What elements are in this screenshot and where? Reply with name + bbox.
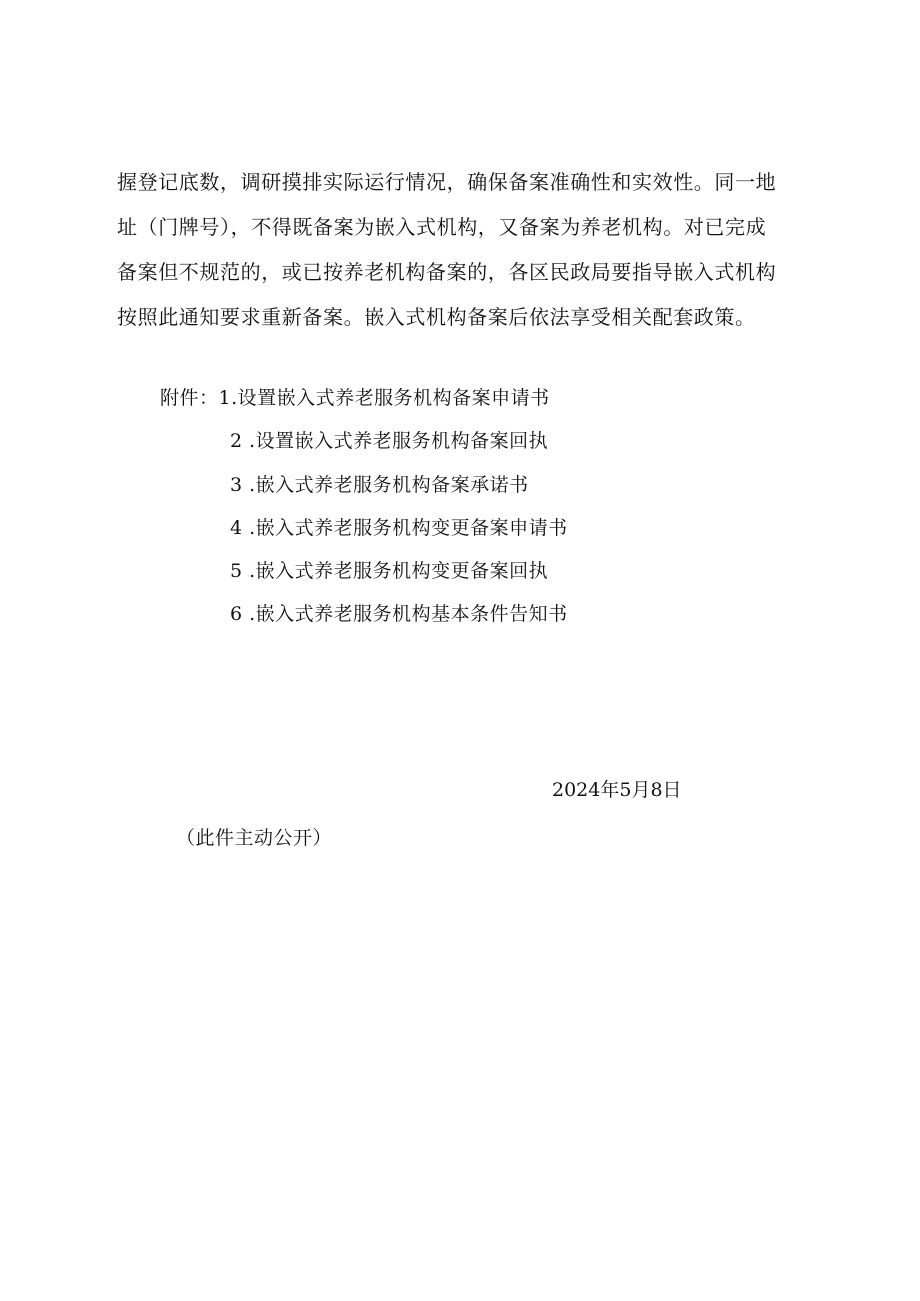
attachment-3: 3 .嵌入式养老服务机构备案承诺书: [230, 474, 529, 496]
attachment-4: 4 .嵌入式养老服务机构变更备案申请书: [230, 517, 568, 539]
body-line-2: 址（门牌号），不得既备案为嵌入式机构，又备案为养老机构。对已完成: [117, 215, 767, 239]
document-date: 2024年5月8日: [552, 779, 682, 801]
attachment-5: 5 .嵌入式养老服务机构变更备案回执: [230, 560, 549, 582]
attachment-2: 2 .设置嵌入式养老服务机构备案回执: [230, 430, 549, 452]
body-line-4: 按照此通知要求重新备案。嵌入式机构备案后依法享受相关配套政策。: [117, 305, 756, 329]
public-note: （此件主动公开）: [176, 827, 333, 849]
attachment-6: 6 .嵌入式养老服务机构基本条件告知书: [230, 603, 568, 625]
body-line-3: 备案但不规范的，或已按养老机构备案的，各区民政局要指导嵌入式机构: [117, 260, 777, 284]
attachment-1: 附件：1.设置嵌入式养老服务机构备案申请书: [160, 387, 550, 409]
body-line-1: 握登记底数，调研摸排实际运行情况，确保备案准确性和实效性。同一地: [117, 170, 777, 194]
